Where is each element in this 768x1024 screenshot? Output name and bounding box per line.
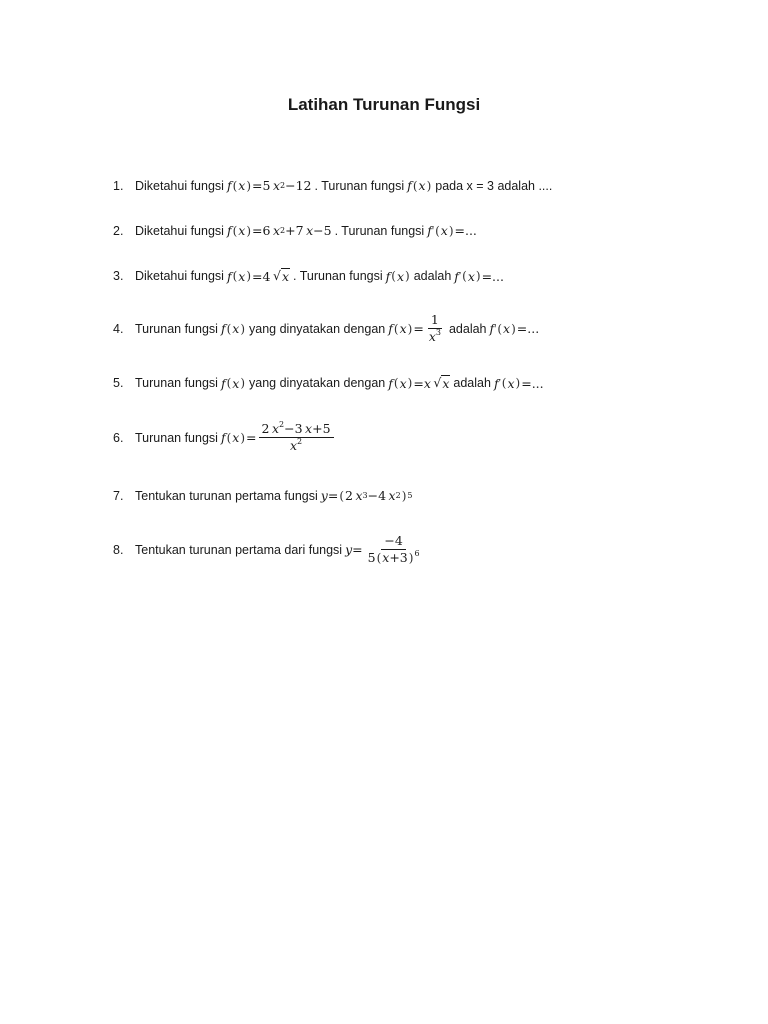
item-number: 8. <box>113 542 124 557</box>
math-expression: f ' ( x ) =... <box>489 321 540 336</box>
item-text: pada x = 3 adalah .... <box>435 178 553 193</box>
fraction: $\frac{-4}{5(x+3)^6}$ <box>367 533 420 565</box>
math-expression: y = ( 2 x 3 −4 x 2 ) 5 <box>320 488 413 503</box>
list-item <box>113 488 415 503</box>
math-expression: f ( x ) = x √ x <box>388 375 450 391</box>
item-number: 4. <box>113 321 124 336</box>
item-text: adalah <box>453 376 491 390</box>
list-item <box>113 375 547 391</box>
math-expression: f ' ( x ) =... <box>493 375 544 391</box>
list-item <box>113 178 552 193</box>
item-text: adalah <box>448 321 487 336</box>
list-item <box>113 534 428 565</box>
item-text: Diketahui fungsi <box>135 269 224 283</box>
item-number: 3. <box>113 269 124 283</box>
item-text: . Turunan fungsi <box>293 269 383 283</box>
math-expression: f ( x ) <box>407 178 432 193</box>
math-expression: f ( x ) =4 √ x <box>226 268 289 284</box>
item-text: yang dinyatakan dengan <box>249 376 386 390</box>
item-text: . Turunan fungsi <box>314 178 405 193</box>
math-expression: f ( x ) <box>220 375 246 391</box>
math-expression: f ( x ) = $\frac{1}{x^3}$ <box>388 313 446 344</box>
list-item <box>113 313 542 344</box>
item-text: Turunan fungsi <box>135 321 218 336</box>
item-number: 2. <box>113 223 124 238</box>
fraction: $\frac{2 x^2-3 x+5}{x^2}$ <box>259 422 334 453</box>
item-text: Diketahui fungsi <box>135 178 224 193</box>
math-expression: f ( x ) =6 x 2 +7 x −5 <box>226 223 332 238</box>
math-expression: f ( x ) <box>385 268 410 284</box>
item-number: 1. <box>113 178 124 193</box>
item-text: . Turunan fungsi <box>334 223 425 238</box>
math-expression: f ( x ) = $\frac{2 x^2-3 x+5}{x^2}$ <box>221 422 336 453</box>
math-expression: f ' ( x ) =... <box>427 223 477 238</box>
item-text: Diketahui fungsi <box>135 223 224 238</box>
item-text: Tentukan turunan pertama dari fungsi <box>135 542 343 557</box>
item-text: Turunan fungsi <box>135 430 218 445</box>
item-number: 7. <box>113 488 124 503</box>
item-text: Tentukan turunan pertama fungsi <box>135 488 318 503</box>
list-item <box>113 422 339 453</box>
math-expression: y = $\frac{-4}{5(x+3)^6}$ <box>345 534 424 565</box>
item-number: 6. <box>113 430 124 445</box>
math-expression: f ' ( x ) =... <box>454 268 504 284</box>
list-item <box>113 223 480 238</box>
math-expression: f ( x ) <box>220 321 246 336</box>
item-number: 5. <box>113 376 124 390</box>
list-item <box>113 268 507 284</box>
math-expression: f ( x ) =5 x 2 −12 <box>226 178 312 193</box>
item-text: adalah <box>413 269 452 283</box>
fraction: $\frac{1}{x^3}$ <box>428 312 441 344</box>
item-text: Turunan fungsi <box>135 376 218 390</box>
page-title: Latihan Turunan Fungsi <box>287 95 481 114</box>
item-text: yang dinyatakan dengan <box>249 321 386 336</box>
